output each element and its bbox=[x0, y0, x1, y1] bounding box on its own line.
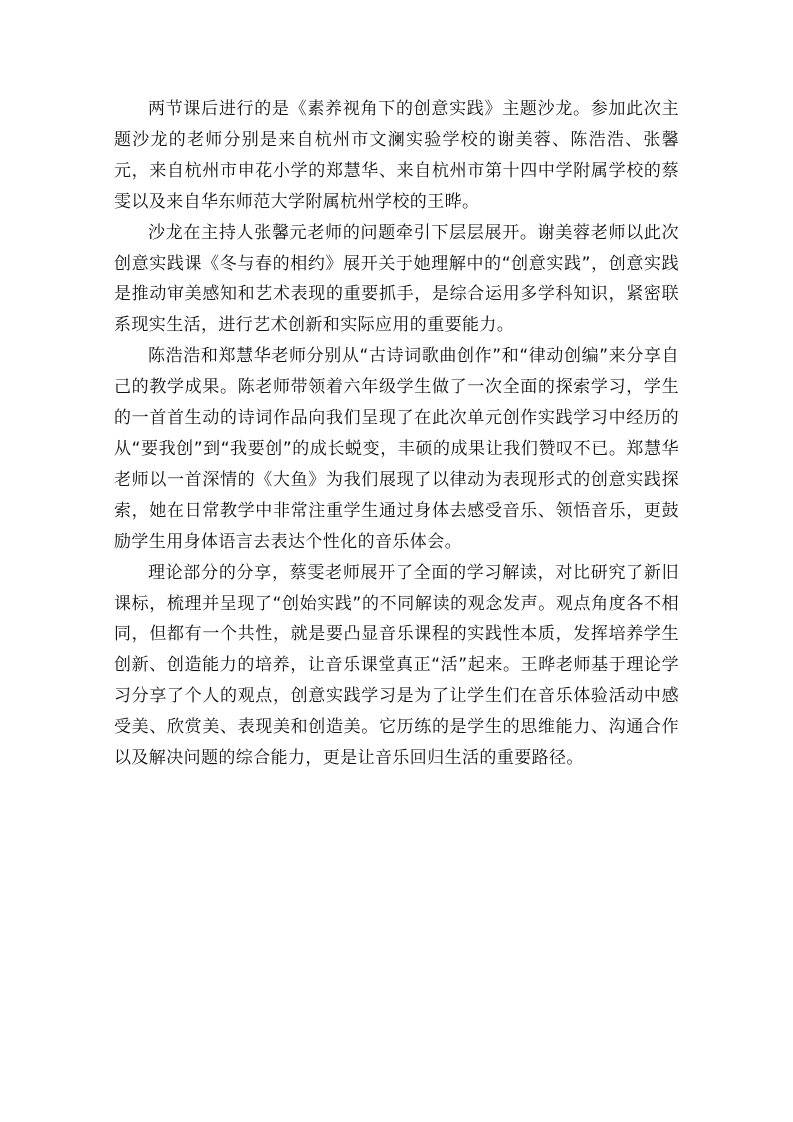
paragraph-host-and-xie: 沙龙在主持人张馨元老师的问题牵引下层层展开。谢美蓉老师以此次创意实践课《冬与春的相约》展开关于她理解中的“创意实践”，创意实践是推动审美感知和艺术表现的重要抓手，是综合运用多学科知识，紧密联系现实生活，进行艺术创新和实际应用的重要能力。 bbox=[114, 222, 679, 336]
paragraph-salon-intro: 两节课后进行的是《素养视角下的创意实践》主题沙龙。参加此次主题沙龙的老师分别是来自杭州市文澜实验学校的谢美蓉、陈浩浩、张馨元，来自杭州市申花小学的郑慧华、来自杭州市第十四中学附属学校的蔡雯以及来自华东师范大学附属杭州学校的王晔。 bbox=[114, 99, 679, 212]
paragraph-chen-and-zheng: 陈浩浩和郑慧华老师分别从“古诗词歌曲创作”和“律动创编”来分享自己的教学成果。陈老师带领着六年级学生做了一次全面的探索学习，学生的一首首生动的诗词作品向我们呈现了在此次单元创作实践学习中经历的从“要我创”到“我要创”的成长蜕变，丰硕的成果让我们赞叹不已。郑慧华老师以一首深情的《大鱼》为我们展现了以律动为表现形式的创意实践探索，她在日常教学中非常注重学生通过身体去感受音乐、领悟音乐，更鼓励学生用身体语言去表达个性化的音乐体会。 bbox=[114, 346, 679, 552]
paragraph-theory-sharing: 理论部分的分享，蔡雯老师展开了全面的学习解读，对比研究了新旧课标，梳理并呈现了“创始实践”的不同解读的观念发声。观点角度各不相同，但都有一个共性，就是要凸显音乐课程的实践性本质，发挥培养学生创新、创造能力的培养，让音乐课堂真正“活”起来。王晔老师基于理论学习分享了个人的观点，创意实践学习是为了让学生们在音乐体验活动中感受美、欣赏美、表现美和创造美。它历练的是学生的思维能力、沟通合作以及解决问题的综合能力，更是让音乐回归生活的重要路径。 bbox=[114, 562, 679, 769]
article-body bbox=[114, 94, 679, 774]
